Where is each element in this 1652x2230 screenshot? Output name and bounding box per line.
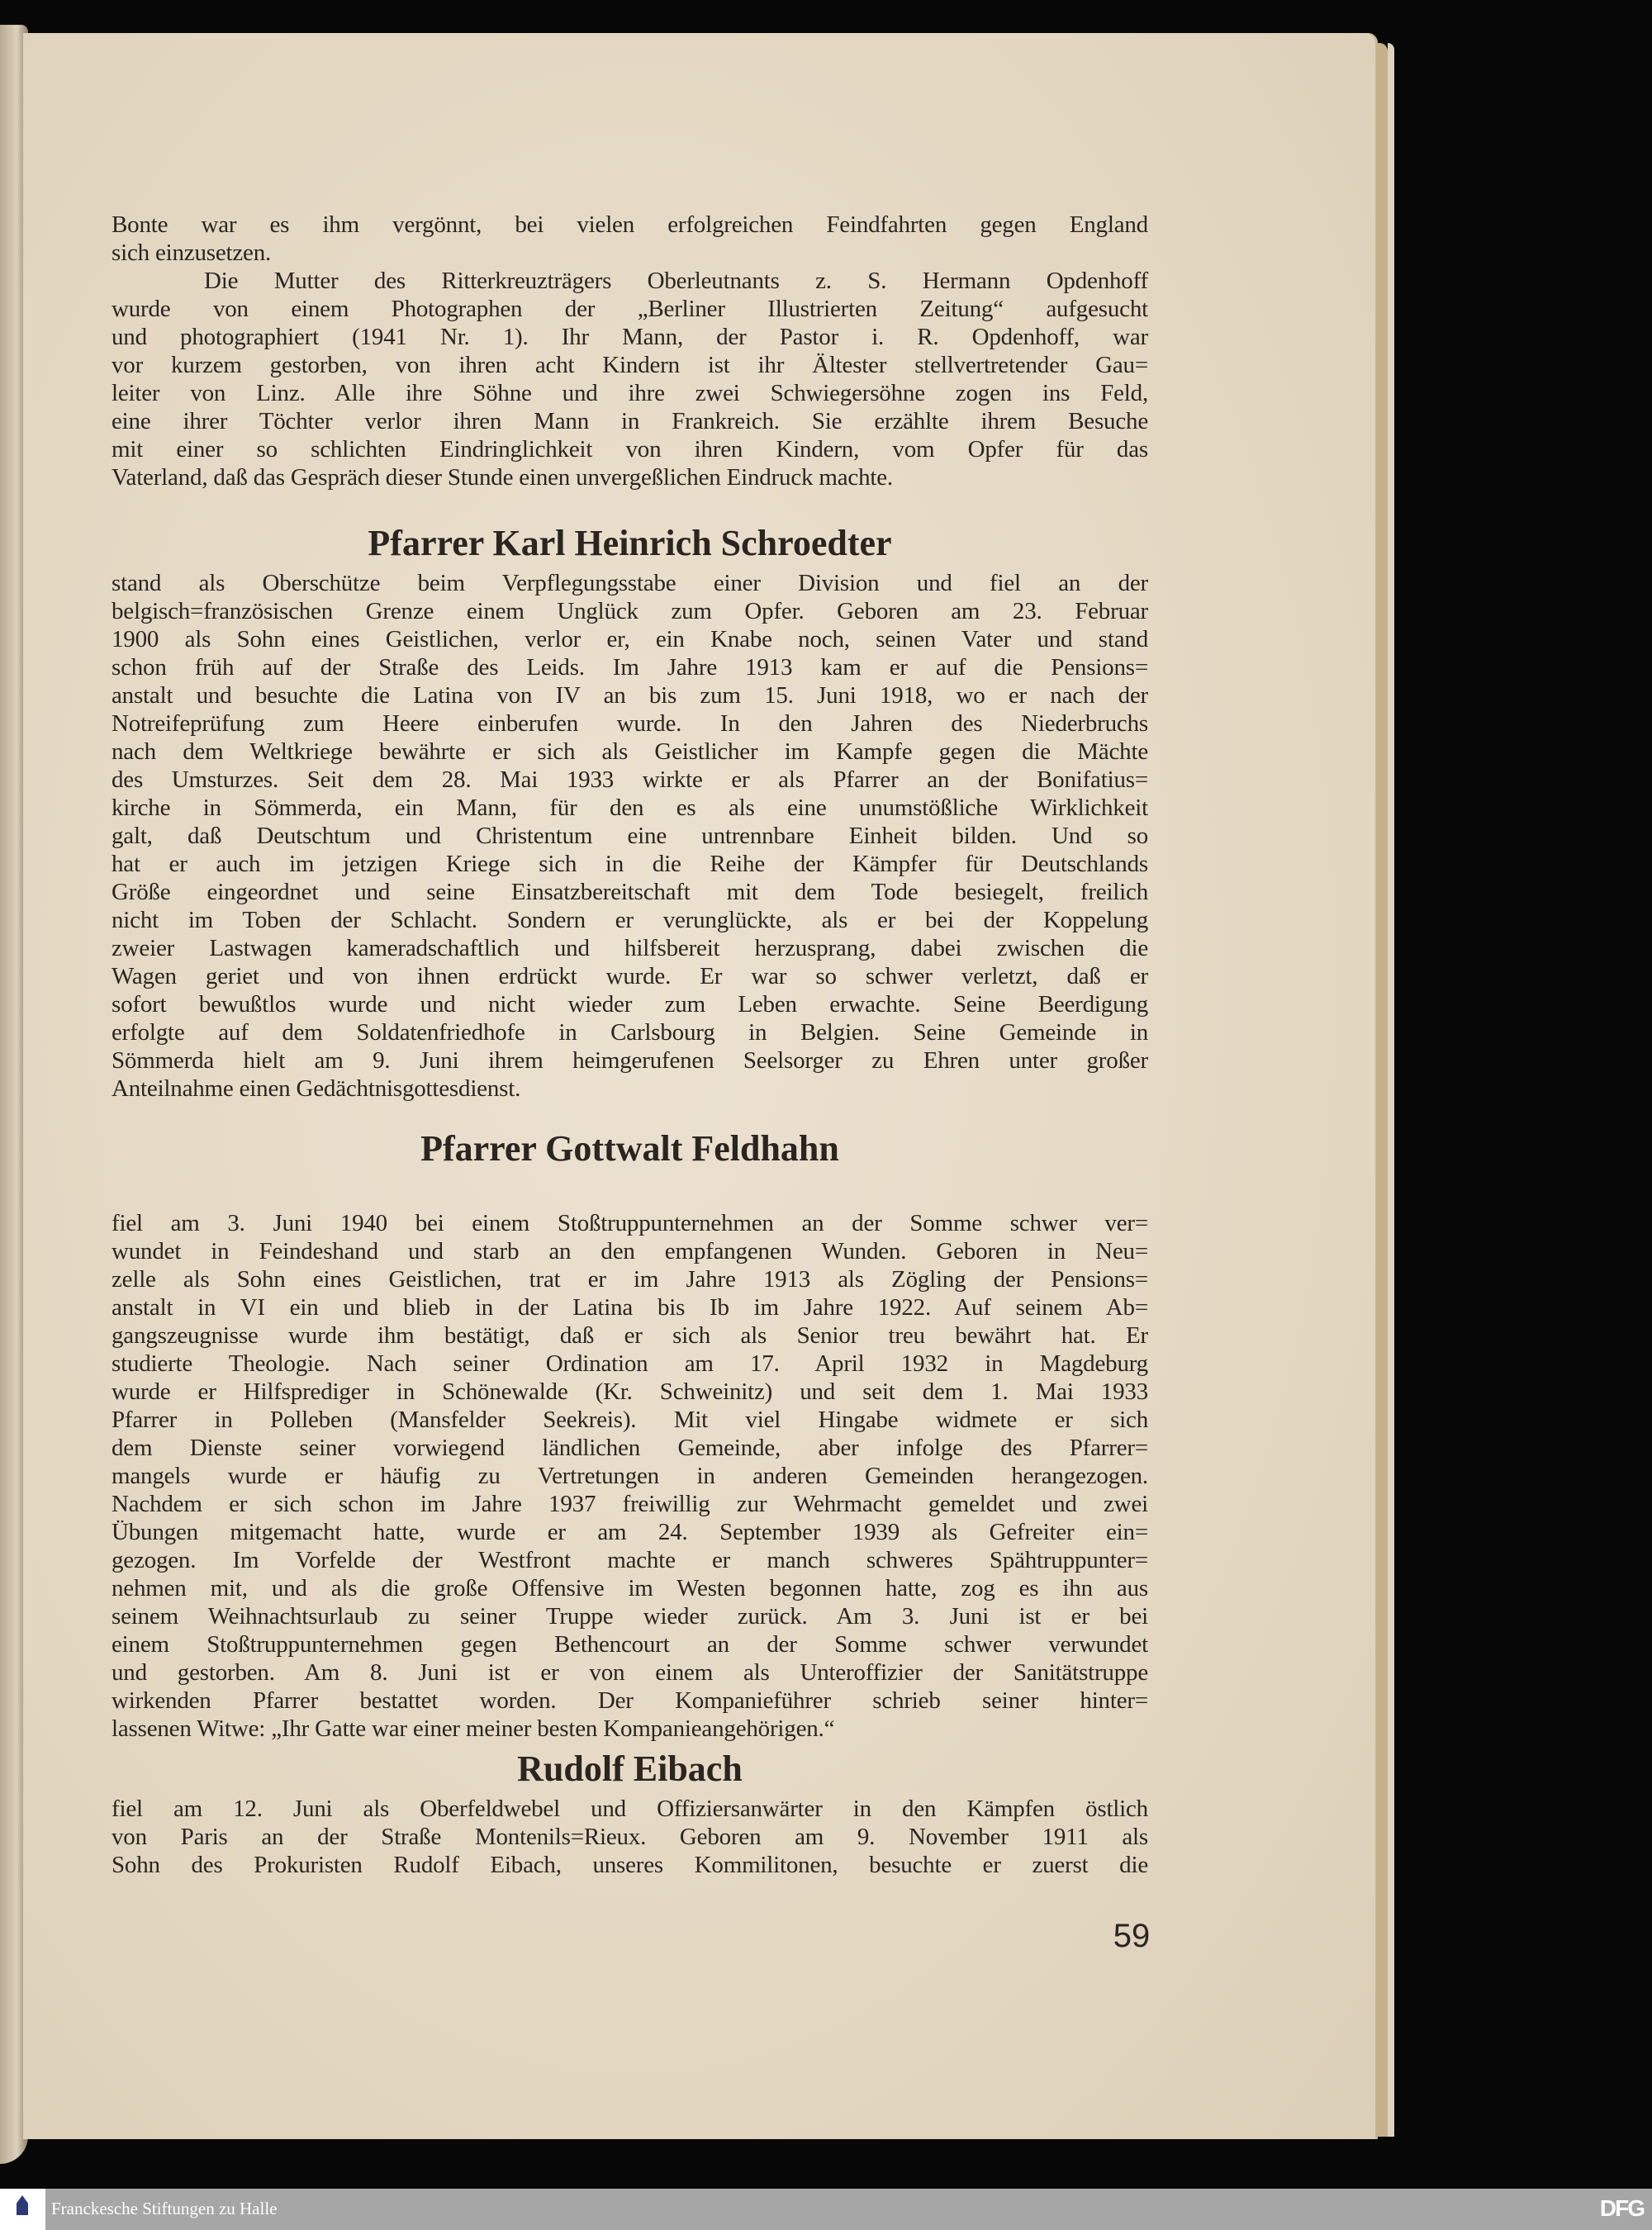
text-line: zelle als Sohn eines Geistlichen, trat er im Jahre 1913 als Zögling der Pensions= bbox=[112, 1266, 1148, 1293]
page-number: 59 bbox=[1113, 1918, 1151, 1954]
text-line: gangszeugnisse wurde ihm bestätigt, daß er sich als Senior treu bewährt hat. Er bbox=[112, 1322, 1148, 1349]
heading-eibach: Rudolf Eibach bbox=[517, 1748, 743, 1789]
dfg-logo[interactable]: DFG bbox=[1599, 2195, 1644, 2221]
text-line: 1900 als Sohn eines Geistlichen, verlor er, ein Knabe noch, seinen Vater und stand bbox=[112, 626, 1148, 652]
text-line: nach dem Weltkriege bewährte er sich als Geistlicher im Kampfe gegen die Mächte bbox=[112, 738, 1148, 765]
footer-bar bbox=[0, 2189, 1652, 2230]
text-line: wundet in Feindeshand und starb an den empfangenen Wunden. Geboren in Neu= bbox=[112, 1238, 1148, 1264]
logo-icon bbox=[17, 2195, 28, 2215]
text-line: vor kurzem gestorben, von ihren acht Kindern ist ihr Ältester stellvertretender Gau= bbox=[112, 352, 1148, 378]
text-line: Pfarrer in Polleben (Mansfelder Seekreis). Mit viel Hingabe widmete er sich bbox=[112, 1407, 1148, 1433]
text-line: und photographiert (1941 Nr. 1). Ihr Mann, der Pastor i. R. Opdenhoff, war bbox=[112, 324, 1148, 350]
text-line: dem Dienste seiner vorwiegend ländlichen Gemeinde, aber infolge des Pfarrer= bbox=[112, 1435, 1148, 1461]
page-stack-edge bbox=[1376, 43, 1388, 2137]
text-line: Notreifeprüfung zum Heere einberufen wurde. In den Jahren des Niederbruchs bbox=[112, 710, 1148, 737]
text-line: nehmen mit, und als die große Offensive im Westen begonnen hatte, zog es ihn aus bbox=[112, 1575, 1148, 1601]
text-line: mangels wurde er häufig zu Vertretungen in anderen Gemeinden herangezogen. bbox=[112, 1463, 1148, 1489]
text-line: fiel am 3. Juni 1940 bei einem Stoßtruppunternehmen an der Somme schwer ver= bbox=[112, 1210, 1148, 1236]
heading-schroedter: Pfarrer Karl Heinrich Schroedter bbox=[368, 523, 892, 563]
text-line: stand als Oberschütze beim Verpflegungsstabe einer Division und fiel an der bbox=[112, 570, 1148, 596]
text-line: mit einer so schlichten Eindringlichkeit von ihren Kindern, vom Opfer für das bbox=[112, 436, 1148, 463]
text-line: Sömmerda hielt am 9. Juni ihrem heimgerufenen Seelsorger zu Ehren unter großer bbox=[112, 1047, 1148, 1074]
text-line: anstalt in VI ein und blieb in der Latina bis Ib im Jahre 1922. Auf seinem Ab= bbox=[112, 1294, 1148, 1321]
institution-name[interactable]: Franckesche Stiftungen zu Halle bbox=[51, 2199, 278, 2218]
text-line: und gestorben. Am 8. Juni ist er von einem als Unteroffizier der Sanitätstruppe bbox=[112, 1659, 1148, 1686]
text-line: anstalt und besuchte die Latina von IV an bis zum 15. Juni 1918, wo er nach der bbox=[112, 682, 1148, 709]
text-line: hat er auch im jetzigen Kriege sich in die Reihe der Kämpfer für Deutschlands bbox=[112, 851, 1148, 877]
text-line: kirche in Sömmerda, ein Mann, für den es als eine unumstößliche Wirklichkeit bbox=[112, 795, 1148, 821]
text-line: zweier Lastwagen kameradschaftlich und hilfsbereit herzusprang, dabei zwischen die bbox=[112, 935, 1148, 961]
page-stack-edge bbox=[1388, 43, 1394, 2137]
text-line: fiel am 12. Juni als Oberfeldwebel und Offiziersanwärter in den Kämpfen östlich bbox=[112, 1796, 1148, 1822]
text-line: Vaterland, daß das Gespräch dieser Stunde einen unvergeßlichen Eindruck machte. bbox=[112, 464, 893, 491]
text-line: gezogen. Im Vorfelde der Westfront machte er manch schweres Spähtruppunter= bbox=[112, 1547, 1148, 1573]
text-line: von Paris an der Straße Montenils=Rieux. Geboren am 9. November 1911 als bbox=[112, 1824, 1148, 1850]
text-line: Übungen mitgemacht hatte, wurde er am 24. September 1939 als Gefreiter ein= bbox=[112, 1519, 1148, 1545]
text-line: wirkenden Pfarrer bestattet worden. Der Kompanieführer schrieb seiner hinter= bbox=[112, 1687, 1148, 1714]
text-line: belgisch=französischen Grenze einem Unglück zum Opfer. Geboren am 23. Februar bbox=[112, 598, 1148, 624]
text-line: schon früh auf der Straße des Leids. Im Jahre 1913 kam er auf die Pensions= bbox=[112, 654, 1148, 681]
text-line: sofort bewußtlos wurde und nicht wieder zum Leben erwachte. Seine Beerdigung bbox=[112, 991, 1148, 1018]
text-line: leiter von Linz. Alle ihre Söhne und ihre zwei Schwiegersöhne zogen ins Feld, bbox=[112, 380, 1148, 406]
text-line: Sohn des Prokuristen Rudolf Eibach, unseres Kommilitonen, besuchte er zuerst die bbox=[112, 1852, 1148, 1878]
text-line: Die Mutter des Ritterkreuzträgers Oberleutnants z. S. Hermann Opdenhoff bbox=[204, 268, 1148, 294]
text-line: seinem Weihnachtsurlaub zu seiner Truppe wieder zurück. Am 3. Juni ist er bei bbox=[112, 1603, 1148, 1630]
text-line: galt, daß Deutschtum und Christentum eine untrennbare Einheit bilden. Und so bbox=[112, 823, 1148, 849]
text-line: Bonte war es ihm vergönnt, bei vielen erfolgreichen Feindfahrten gegen England bbox=[112, 211, 1148, 238]
text-line: wurde er Hilfsprediger in Schönewalde (Kr. Schweinitz) und seit dem 1. Mai 1933 bbox=[112, 1378, 1148, 1405]
text-line: des Umsturzes. Seit dem 28. Mai 1933 wirkte er als Pfarrer an der Bonifatius= bbox=[112, 766, 1148, 793]
text-line: studierte Theologie. Nach seiner Ordination am 17. April 1932 in Magdeburg bbox=[112, 1350, 1148, 1377]
heading-feldhahn: Pfarrer Gottwalt Feldhahn bbox=[420, 1128, 839, 1169]
institution-logo bbox=[0, 2189, 45, 2230]
text-line: sich einzusetzen. bbox=[112, 240, 272, 266]
text-line: Nachdem er sich schon im Jahre 1937 freiwillig zur Wehrmacht gemeldet und zwei bbox=[112, 1491, 1148, 1517]
text-line: Größe eingeordnet und seine Einsatzbereitschaft mit dem Tode besiegelt, freilich bbox=[112, 879, 1148, 905]
text-line: einem Stoßtruppunternehmen gegen Bethencourt an der Somme schwer verwundet bbox=[112, 1631, 1148, 1658]
text-line: Anteilnahme einen Gedächtnisgottesdienst. bbox=[112, 1075, 521, 1102]
text-line: Wagen geriet und von ihnen erdrückt wurde. Er war so schwer verletzt, daß er bbox=[112, 963, 1148, 989]
text-line: nicht im Toben der Schlacht. Sondern er verunglückte, als er bei der Koppelung bbox=[112, 907, 1148, 933]
text-line: lassenen Witwe: „Ihr Gatte war einer meiner besten Kompanieangehörigen.“ bbox=[112, 1715, 835, 1742]
text-line: eine ihrer Töchter verlor ihren Mann in Frankreich. Sie erzählte ihrem Besuche bbox=[112, 408, 1148, 434]
text-line: erfolgte auf dem Soldatenfriedhofe in Carlsbourg in Belgien. Seine Gemeinde in bbox=[112, 1019, 1148, 1046]
text-line: wurde von einem Photographen der „Berliner Illustrierten Zeitung“ aufgesucht bbox=[112, 296, 1148, 322]
